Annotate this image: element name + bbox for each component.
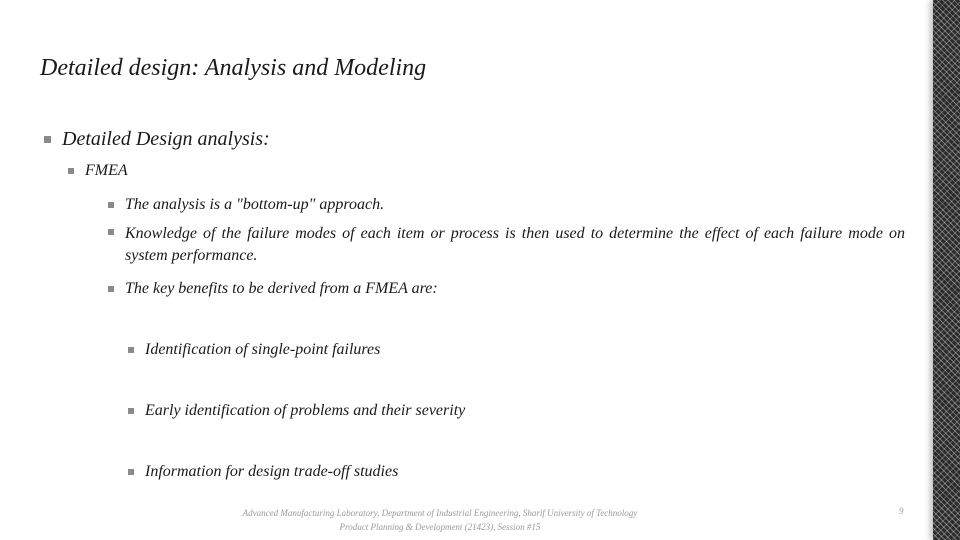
footer-line-1: Advanced Manufacturing Laboratory, Department of Industrial Engineering, Sharif University of Technology [242,508,638,518]
decorative-edge-pattern [933,0,960,540]
footer-line-2: Product Planning & Development (21423), Session #15 [339,522,541,532]
square-bullet-icon [108,286,114,292]
slide-title: Detailed design: Analysis and Modeling [40,55,427,81]
bullet-text: Early identification of problems and their severity [145,402,466,419]
square-bullet-icon [128,347,134,353]
bullet-text: Detailed Design analysis: [62,128,270,150]
bullet-text: The analysis is a "bottom-up" approach. [125,196,385,213]
page-number: 9 [899,506,904,516]
square-bullet-icon [128,469,134,475]
square-bullet-icon [128,408,134,414]
square-bullet-icon [68,168,74,174]
bullet-text: Identification of single-point failures [145,341,381,358]
square-bullet-icon [108,202,114,208]
square-bullet-icon [44,136,51,143]
bullet-text: Knowledge of the failure modes of each item or process is then used to determine the effect of each failure mode on system performance. [125,225,905,264]
bullet-text: FMEA [85,162,128,179]
bullet-text: Information for design trade-off studies [145,463,399,480]
square-bullet-icon [108,229,114,235]
bullet-text: The key benefits to be derived from a FMEA are: [125,280,438,297]
